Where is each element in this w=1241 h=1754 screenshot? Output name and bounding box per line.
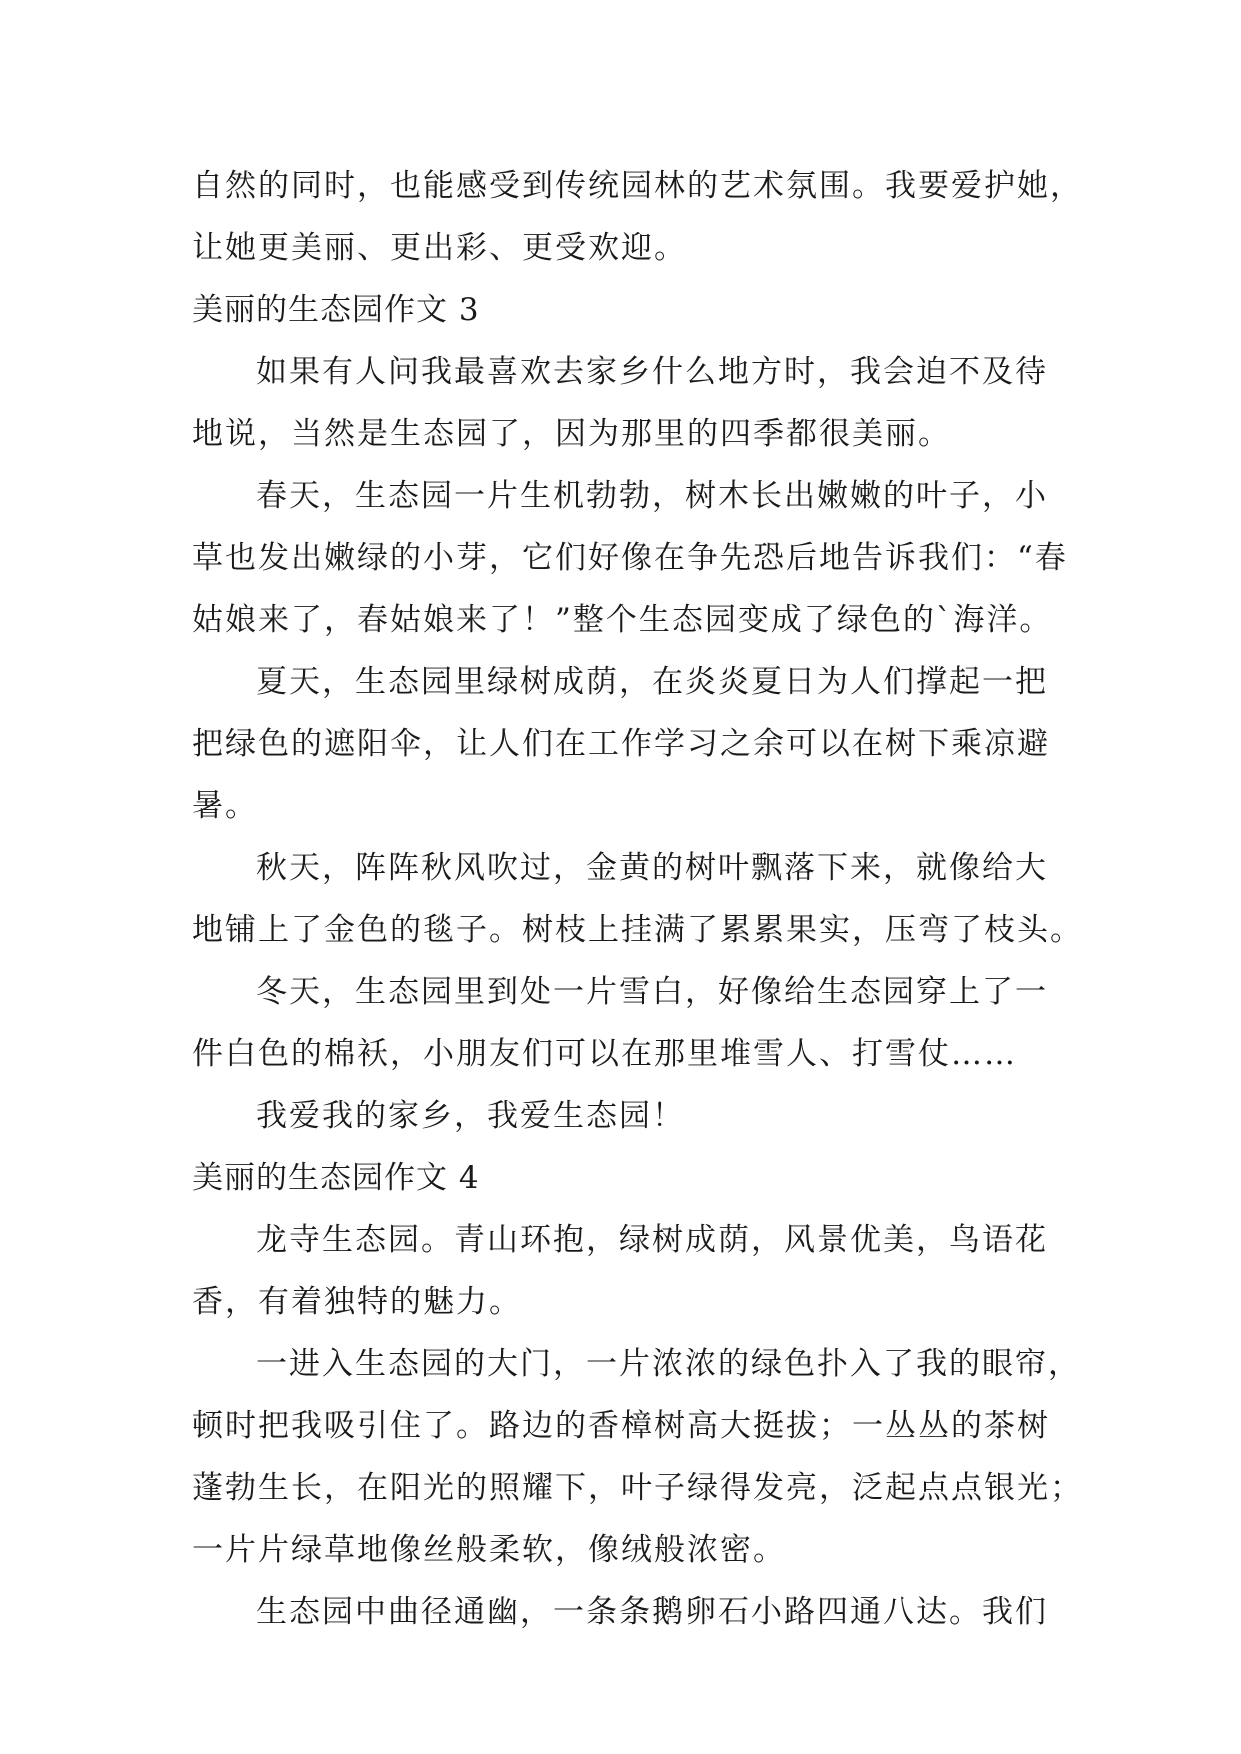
text-line: 如果有人问我最喜欢去家乡什么地方时，我会迫不及待: [256, 354, 1048, 390]
text-line: 生态园中曲径通幽，一条条鹅卵石小路四通八达。我们: [256, 1594, 1048, 1630]
text-line: 暑。: [192, 788, 258, 824]
text-line: 姑娘来了，春姑娘来了！”整个生态园变成了绿色的`海洋。: [192, 602, 1053, 638]
text-line: 件白色的棉袄，小朋友们可以在那里堆雪人、打雪仗……: [192, 1036, 1017, 1072]
text-line: 地铺上了金色的毯子。树枝上挂满了累累果实，压弯了枝头。: [192, 912, 1083, 948]
text-line: 我爱我的家乡，我爱生态园！: [256, 1098, 685, 1134]
text-line: 春天，生态园一片生机勃勃，树木长出嫩嫩的叶子，小: [256, 478, 1048, 514]
text-line: 冬天，生态园里到处一片雪白，好像给生态园穿上了一: [256, 974, 1048, 1010]
section-heading: 美丽的生态园作文 3: [192, 292, 480, 328]
text-line: 龙寺生态园。青山环抱，绿树成荫，风景优美，鸟语花: [256, 1222, 1048, 1258]
text-line: 秋天，阵阵秋风吹过，金黄的树叶飘落下来，就像给大: [256, 850, 1048, 886]
section-heading: 美丽的生态园作文 4: [192, 1160, 480, 1196]
text-line: 顿时把我吸引住了。路边的香樟树高大挺拔；一丛丛的茶树: [192, 1408, 1050, 1444]
text-line: 蓬勃生长，在阳光的照耀下，叶子绿得发亮，泛起点点银光；: [192, 1470, 1083, 1506]
text-line: 让她更美丽、更出彩、更受欢迎。: [192, 230, 687, 266]
text-line: 自然的同时，也能感受到传统园林的艺术氛围。我要爱护她，: [192, 168, 1083, 204]
document-body: [192, 155, 1083, 1643]
text-line: 一片片绿草地像丝般柔软，像绒般浓密。: [192, 1532, 786, 1568]
text-line: 草也发出嫩绿的小芽，它们好像在争先恐后地告诉我们：“春: [192, 540, 1068, 576]
text-line: 香，有着独特的魅力。: [192, 1284, 522, 1320]
text-line: 一进入生态园的大门，一片浓浓的绿色扑入了我的眼帘，: [256, 1346, 1081, 1382]
text-line: 地说，当然是生态园了，因为那里的四季都很美丽。: [192, 416, 951, 452]
text-line: 夏天，生态园里绿树成荫，在炎炎夏日为人们撑起一把: [256, 664, 1048, 700]
text-line: 把绿色的遮阳伞，让人们在工作学习之余可以在树下乘凉避: [192, 726, 1050, 762]
